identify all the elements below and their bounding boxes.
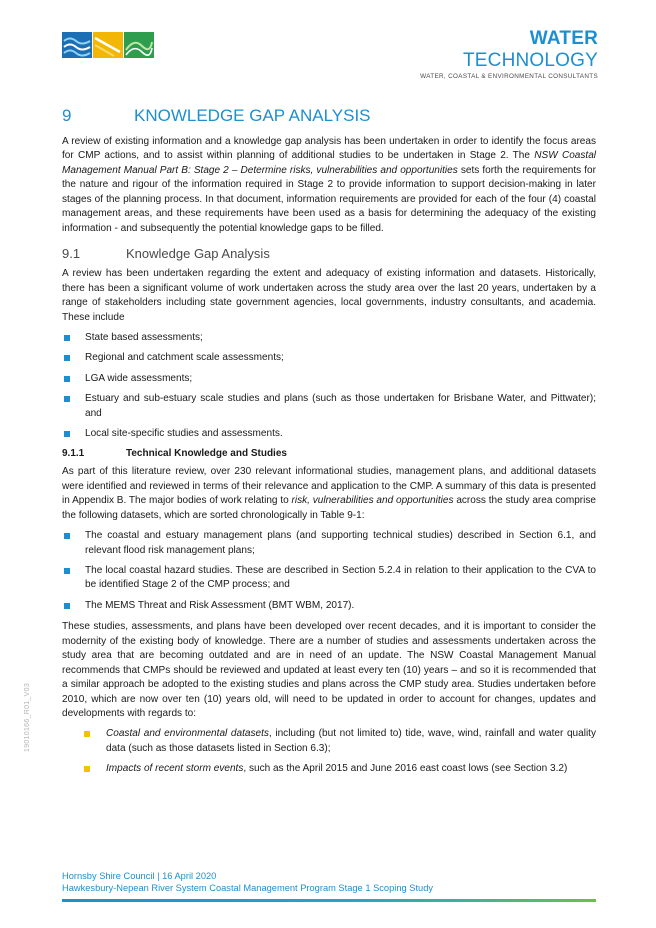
list-item: Estuary and sub-estuary scale studies and plans (such as those undertaken for Brisbane Water, and Pittwater); and <box>62 392 596 421</box>
list-item: Impacts of recent storm events, such as the April 2015 and June 2016 east coast lows (see Section 3.2) <box>62 762 596 776</box>
section-heading <box>62 106 596 126</box>
list-item: State based assessments; <box>62 331 596 345</box>
footer-client-date: Hornsby Shire Council | 16 April 2020 <box>62 871 217 881</box>
list-item: Regional and catchment scale assessments; <box>62 351 596 365</box>
subsection-paragraph: A review has been undertaken regarding the extent and adequacy of existing information and datasets. Historically, there has been a significant volume of work undertaken across the study area over the last 20 years, undertaken by a range of stakeholders including state government agencies, local governments, industry consultants, and academia. These include <box>62 268 596 323</box>
subsection-heading <box>62 246 596 261</box>
section-title: KNOWLEDGE GAP ANALYSIS <box>134 106 371 125</box>
page-footer <box>62 871 433 894</box>
list-item: The MEMS Threat and Risk Assessment (BMT WBM, 2017). <box>62 599 596 613</box>
brand-tagline: WATER, COASTAL & ENVIRONMENTAL CONSULTANTS <box>420 73 598 80</box>
list-item: LGA wide assessments; <box>62 372 596 386</box>
assessment-list <box>62 331 596 441</box>
list-item: The coastal and estuary management plans (and supporting technical studies) described in Section 6.1, and relevant flood risk management plans; <box>62 529 596 558</box>
page-content <box>62 106 596 784</box>
footer-report-title: Hawkesbury-Nepean River System Coastal Management Program Stage 1 Scoping Study <box>62 882 434 893</box>
list-item: Coastal and environmental datasets, including (but not limited to) tide, wave, wind, rainfall and water quality data (such as those datasets listed in Section 6.3); <box>62 727 596 756</box>
footer-divider <box>62 899 596 902</box>
subsubsection-heading <box>62 448 596 459</box>
subsubsection-title: Technical Knowledge and Studies <box>126 448 287 460</box>
literature-review-paragraph: As part of this literature review, over 230 relevant informational studies, management plans, and additional datasets were identified and reviewed in terms of their relevance and application to the CMP. A summary of this data is presented in Appendix B. The major bodies of work relating to risk, vulnerabilities and opportunities across the study area comprise the following datasets, which are sorted chronologically in Table 9-1: <box>62 466 596 521</box>
subsection-number: 9.1 <box>62 246 81 262</box>
subsubsection-number: 9.1.1 <box>62 448 85 460</box>
intro-paragraph: A review of existing information and a knowledge gap analysis has been undertaken in order to identify the focus areas for CMP actions, and to assist within planning of additional studies to be undertaken in Stage 2. The NSW Coastal Management Manual Part B: Stage 2 – Determine risks, vulnerabilities and opportunities sets forth the requirements for the nature and rigour of the information required in Stage 2 to provide information to support decision-making in later stages of the planning process. In that document, information requirements are provided for each of the four (4) coastal management areas, and these requirements have been used as a basis for determining the adequacy of the existing information - and subsequently the potential knowledge gaps to be filled. <box>62 136 597 234</box>
modernity-paragraph: These studies, assessments, and plans have been developed over recent decades, and it is important to consider the modernity of the existing body of knowledge. There are a number of studies and assessments undertaken across the study area that are becoming outdated and are in need of an update. The NSW Coastal Management Manual recommends that CMPs should be reviewed and updated at least every ten (10) years – and so it is recommended that a similar approach be adopted to the existing studies and plans across the CMP study area. Studies undertaken before 2010, which are now over ten (10) years old, will need to be updated in order to account for changes, updates and developments with regards to: <box>62 621 596 719</box>
brand-name: WATER TECHNOLOGY <box>462 28 598 71</box>
datasets-list <box>62 529 596 613</box>
list-item: The local coastal hazard studies. These are described in Section 5.2.4 in relation to their application to the CVA to be identified Stage 2 of the CMP process; and <box>62 564 596 593</box>
update-topics-list <box>62 727 596 776</box>
document-code: 19010166_R01_V03 <box>24 682 31 752</box>
section-number: 9 <box>62 106 72 125</box>
client-logo <box>62 32 154 58</box>
list-item: Local site-specific studies and assessments. <box>62 427 596 441</box>
subsection-title: Knowledge Gap Analysis <box>126 246 270 262</box>
water-technology-logo <box>412 28 598 80</box>
